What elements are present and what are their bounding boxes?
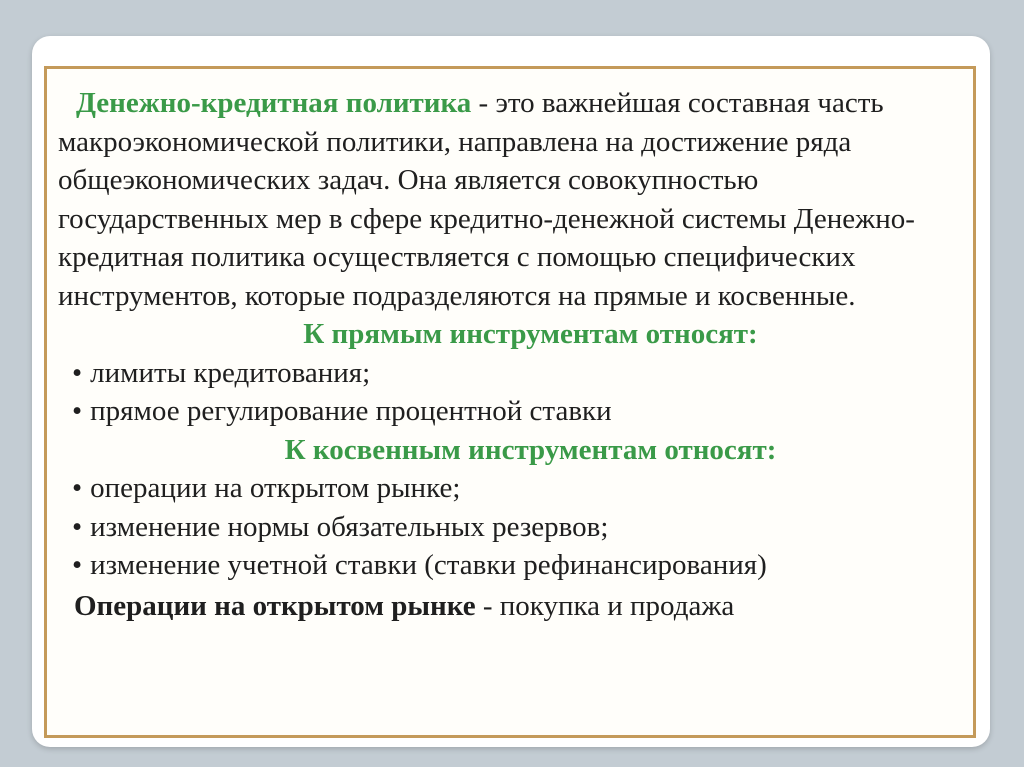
indirect-heading: К косвенным инструментам относят:: [284, 433, 777, 466]
list-item: • прямое регулирование процентной ставки: [58, 392, 963, 431]
direct-heading: К прямым инструментам относят:: [303, 318, 758, 350]
list-item: • операции на открытом рынке;: [58, 469, 963, 508]
list-item: • лимиты кредитования;: [58, 354, 963, 393]
final-term: Операции на открытом рынке: [74, 589, 476, 622]
list-item: • изменение нормы обязательных резервов;: [58, 508, 963, 547]
intro-paragraph: [58, 84, 963, 315]
indirect-list: [58, 469, 963, 585]
intro-term: Денежно-кредитная политика: [76, 87, 472, 119]
intro-text: - это важнейшая составная часть макроэкономической политики, направлена на достижение ряда общеэкономических задач. Она является совокупностью государственных мер в сфере кредитно-денежной системы Денежно-кредитная политика осуществляется с помощью специфических инструментов, которые подразделяются на прямые и косвенные.: [58, 87, 915, 312]
final-paragraph: [58, 587, 963, 626]
list-item: • изменение учетной ставки (ставки рефинансирования): [58, 546, 963, 585]
final-text: - покупка и продажа: [475, 589, 735, 622]
slide-text: [58, 84, 963, 625]
direct-list: [58, 354, 963, 431]
